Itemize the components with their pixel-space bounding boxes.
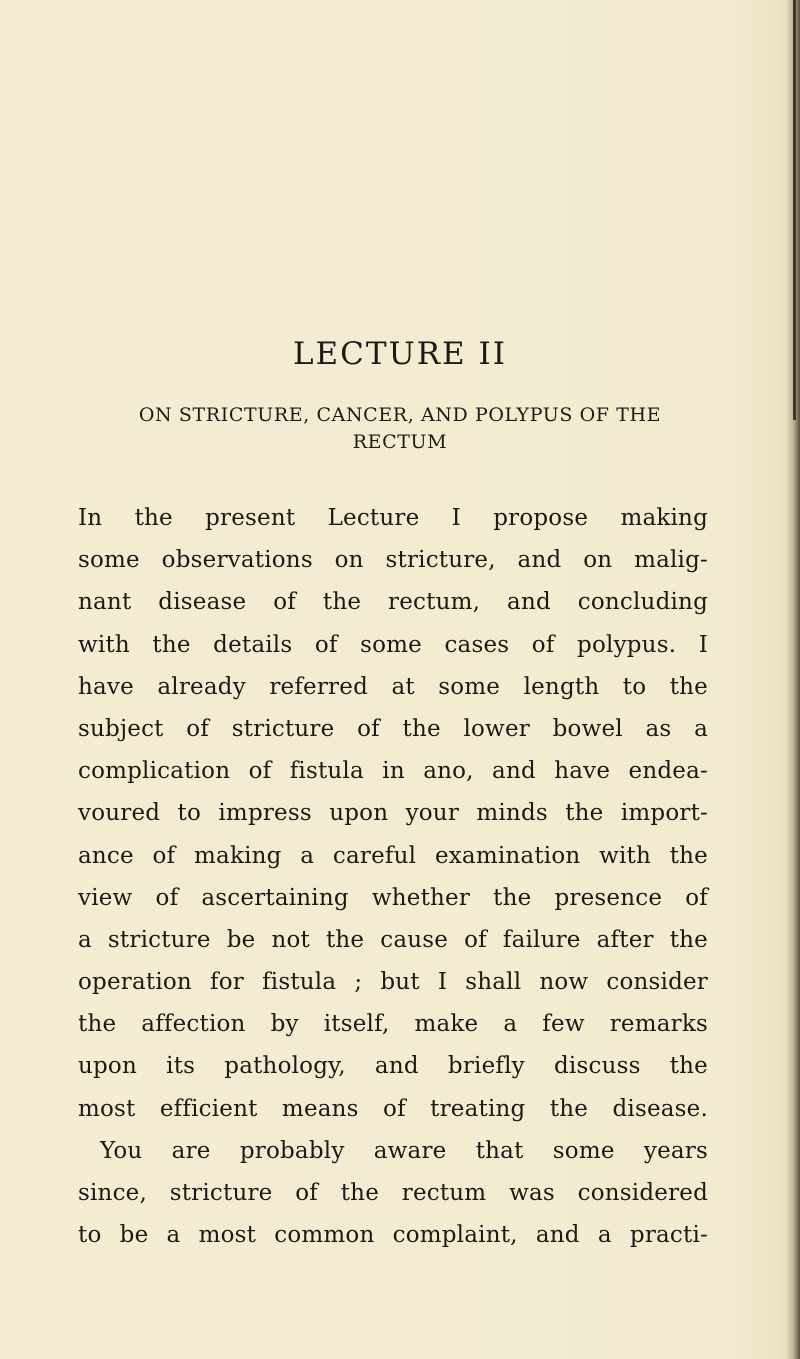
text-line: a stricture be not the cause of failure after the <box>78 926 708 953</box>
text-line: You are probably aware that some years <box>100 1137 708 1164</box>
text-line: complication of fistula in ano, and have endea- <box>78 758 708 785</box>
body-text <box>78 497 708 1256</box>
text-line: view of ascertaining whether the presence of <box>78 884 708 911</box>
text-line: some observations on stricture, and on malig- <box>78 547 708 574</box>
subtitle-line: RECTUM <box>352 431 448 453</box>
text-line: most efficient means of treating the disease. <box>78 1095 708 1122</box>
text-line: since, stricture of the rectum was considered <box>78 1180 708 1206</box>
text-line: upon its pathology, and briefly discuss the <box>78 1053 708 1080</box>
subtitle-line: ON STRICTURE, CANCER, AND POLYPUS OF THE <box>138 404 662 426</box>
text-line: with the details of some cases of polypus. I <box>78 631 708 658</box>
text-line: to be a most common complaint, and a practi- <box>78 1222 708 1249</box>
text-line: subject of stricture of the lower bowel as a <box>78 715 708 742</box>
paragraph-2 <box>78 1130 708 1257</box>
paragraph-1 <box>78 497 708 1130</box>
text-line: voured to impress upon your minds the import- <box>78 800 708 827</box>
text-line: nant disease of the rectum, and concluding <box>78 589 708 616</box>
lecture-subtitle <box>50 402 750 456</box>
text-line: In the present Lecture I propose making <box>78 505 708 531</box>
text-line: the affection by itself, make a few remarks <box>78 1011 708 1038</box>
text-line: ance of making a careful examination with the <box>78 842 708 869</box>
lecture-title: LECTURE II <box>292 336 508 372</box>
text-line: have already referred at some length to the <box>78 673 708 700</box>
text-line: operation for fistula ; but I shall now consider <box>78 969 708 996</box>
